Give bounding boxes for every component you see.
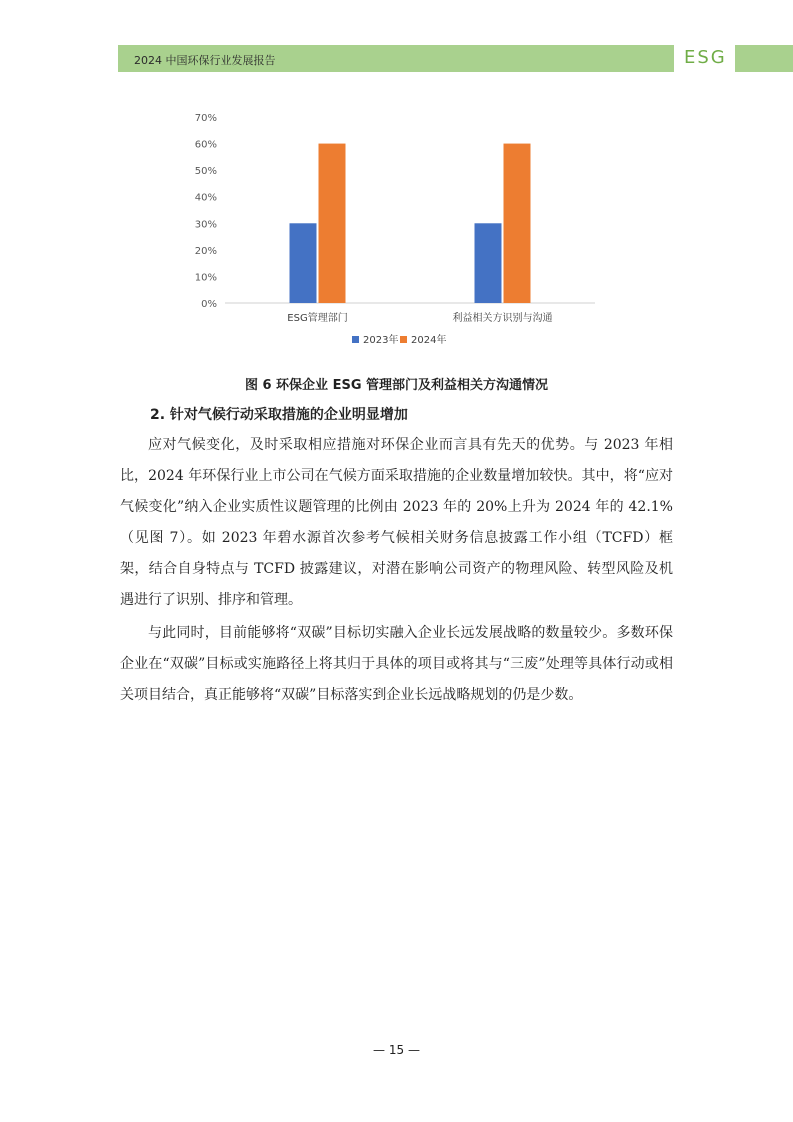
bar bbox=[290, 223, 317, 303]
bar bbox=[319, 144, 346, 303]
y-tick-label: 50% bbox=[194, 166, 217, 178]
y-tick-label: 0% bbox=[201, 299, 217, 310]
category-label: ESG管理部门 bbox=[287, 313, 348, 324]
y-tick-label: 10% bbox=[194, 272, 217, 284]
legend-label: 2023年 bbox=[363, 335, 399, 346]
y-tick-label: 30% bbox=[194, 219, 217, 231]
legend-swatch bbox=[352, 336, 359, 343]
y-tick-label: 60% bbox=[194, 139, 217, 151]
esg-tag: ESG bbox=[684, 47, 727, 68]
section-title: 2. 针对气候行动采取措施的企业明显增加 bbox=[150, 407, 408, 423]
paragraph: 应对气候变化，及时采取相应措施对环保企业而言具有先天的优势。与 2023 年相比，2024 年环保行业上市公司在气候方面采取措施的企业数量增加较快。其中，将“应对气候变化”纳入企业实质性议题管理的比例由 2023 年的 20%上升为 2024 年的 42.1%（见图 7）。如 2023 年碧水源首次参考气候相关财务信息披露工作小组（TCFD）框架，结合自身特点与 TCFD 披露建议，对潜在影响公司资产的物理风险、转型风险及机遇进行了识别、排序和管理。 bbox=[120, 437, 673, 608]
y-tick-label: 20% bbox=[194, 245, 217, 257]
category-label: 利益相关方识别与沟通 bbox=[452, 313, 553, 324]
chart-svg bbox=[180, 108, 610, 358]
header-accent-block bbox=[735, 45, 793, 72]
legend-label: 2024年 bbox=[411, 335, 447, 346]
y-tick-label: 40% bbox=[194, 192, 217, 204]
bar bbox=[475, 223, 502, 303]
report-title: 2024 中国环保行业发展报告 bbox=[134, 54, 276, 67]
header-bar bbox=[118, 45, 674, 72]
legend-swatch bbox=[400, 336, 407, 343]
y-tick-label: 70% bbox=[194, 113, 217, 124]
figure-caption: 图 6 环保企业 ESG 管理部门及利益相关方沟通情况 bbox=[244, 378, 549, 393]
bar-chart bbox=[180, 108, 610, 358]
page-number: — 15 — bbox=[373, 1043, 420, 1057]
bar bbox=[504, 144, 531, 303]
paragraph: 与此同时，目前能够将“双碳”目标切实融入企业长远发展战略的数量较少。多数环保企业在“双碳”目标或实施路径上将其归于具体的项目或将其与“三废”处理等具体行动或相关项目结合，真正能够将“双碳”目标落实到企业长远战略规划的仍是少数。 bbox=[120, 625, 673, 703]
page-header bbox=[118, 45, 793, 72]
